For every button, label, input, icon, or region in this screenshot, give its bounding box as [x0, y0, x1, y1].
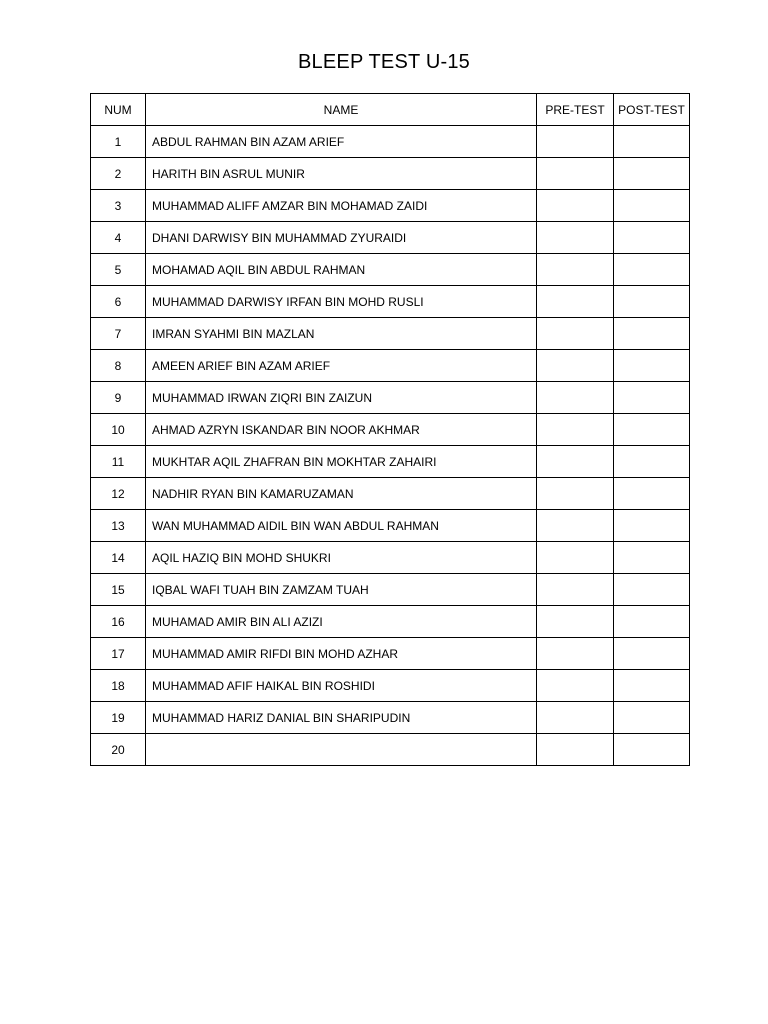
- cell-pre-test[interactable]: [537, 382, 614, 414]
- cell-name: MUHAMMAD ALIFF AMZAR BIN MOHAMAD ZAIDI: [146, 190, 537, 222]
- cell-name: AMEEN ARIEF BIN AZAM ARIEF: [146, 350, 537, 382]
- cell-num: 18: [91, 670, 146, 702]
- cell-post-test[interactable]: [614, 318, 690, 350]
- cell-pre-test[interactable]: [537, 190, 614, 222]
- cell-name: HARITH BIN ASRUL MUNIR: [146, 158, 537, 190]
- cell-post-test[interactable]: [614, 350, 690, 382]
- cell-num: 7: [91, 318, 146, 350]
- cell-num: 2: [91, 158, 146, 190]
- cell-name: DHANI DARWISY BIN MUHAMMAD ZYURAIDI: [146, 222, 537, 254]
- cell-post-test[interactable]: [614, 446, 690, 478]
- cell-num: 8: [91, 350, 146, 382]
- cell-pre-test[interactable]: [537, 222, 614, 254]
- cell-post-test[interactable]: [614, 222, 690, 254]
- cell-pre-test[interactable]: [537, 478, 614, 510]
- cell-num: 11: [91, 446, 146, 478]
- cell-name: MUHAMMAD AFIF HAIKAL BIN ROSHIDI: [146, 670, 537, 702]
- cell-post-test[interactable]: [614, 638, 690, 670]
- table-row: [91, 126, 690, 158]
- cell-pre-test[interactable]: [537, 350, 614, 382]
- cell-name: ABDUL RAHMAN BIN AZAM ARIEF: [146, 126, 537, 158]
- cell-name: AHMAD AZRYN ISKANDAR BIN NOOR AKHMAR: [146, 414, 537, 446]
- cell-name: MUHAMMAD HARIZ DANIAL BIN SHARIPUDIN: [146, 702, 537, 734]
- table-row: [91, 734, 690, 766]
- header-pre-test: PRE-TEST: [537, 94, 614, 126]
- header-name: NAME: [146, 94, 537, 126]
- page-title: BLEEP TEST U-15: [298, 51, 470, 73]
- cell-pre-test[interactable]: [537, 606, 614, 638]
- cell-pre-test[interactable]: [537, 734, 614, 766]
- cell-post-test[interactable]: [614, 702, 690, 734]
- table-row: [91, 606, 690, 638]
- table-row: [91, 158, 690, 190]
- cell-pre-test[interactable]: [537, 446, 614, 478]
- cell-num: 10: [91, 414, 146, 446]
- cell-pre-test[interactable]: [537, 702, 614, 734]
- cell-num: 9: [91, 382, 146, 414]
- cell-post-test[interactable]: [614, 414, 690, 446]
- cell-pre-test[interactable]: [537, 126, 614, 158]
- cell-name: WAN MUHAMMAD AIDIL BIN WAN ABDUL RAHMAN: [146, 510, 537, 542]
- table-row: [91, 670, 690, 702]
- cell-num: 14: [91, 542, 146, 574]
- cell-pre-test[interactable]: [537, 318, 614, 350]
- cell-num: 3: [91, 190, 146, 222]
- cell-name: MOHAMAD AQIL BIN ABDUL RAHMAN: [146, 254, 537, 286]
- cell-post-test[interactable]: [614, 734, 690, 766]
- cell-num: 13: [91, 510, 146, 542]
- table-row: [91, 382, 690, 414]
- cell-num: 12: [91, 478, 146, 510]
- cell-post-test[interactable]: [614, 158, 690, 190]
- cell-name: IQBAL WAFI TUAH BIN ZAMZAM TUAH: [146, 574, 537, 606]
- table-row: [91, 254, 690, 286]
- cell-post-test[interactable]: [614, 382, 690, 414]
- cell-name: NADHIR RYAN BIN KAMARUZAMAN: [146, 478, 537, 510]
- cell-name: MUHAMMAD DARWISY IRFAN BIN MOHD RUSLI: [146, 286, 537, 318]
- table-row: [91, 318, 690, 350]
- cell-num: 16: [91, 606, 146, 638]
- table-row: [91, 702, 690, 734]
- cell-name: IMRAN SYAHMI BIN MAZLAN: [146, 318, 537, 350]
- cell-num: 19: [91, 702, 146, 734]
- cell-post-test[interactable]: [614, 574, 690, 606]
- cell-num: 1: [91, 126, 146, 158]
- roster-body: [91, 126, 690, 766]
- table-row: [91, 542, 690, 574]
- cell-pre-test[interactable]: [537, 574, 614, 606]
- cell-post-test[interactable]: [614, 190, 690, 222]
- header-num: NUM: [91, 94, 146, 126]
- cell-pre-test[interactable]: [537, 638, 614, 670]
- cell-pre-test[interactable]: [537, 510, 614, 542]
- table-row: [91, 222, 690, 254]
- table-row: [91, 190, 690, 222]
- cell-name: MUKHTAR AQIL ZHAFRAN BIN MOKHTAR ZAHAIRI: [146, 446, 537, 478]
- table-row: [91, 638, 690, 670]
- cell-name: MUHAMAD AMIR BIN ALI AZIZI: [146, 606, 537, 638]
- cell-post-test[interactable]: [614, 286, 690, 318]
- table-row: [91, 478, 690, 510]
- cell-post-test[interactable]: [614, 510, 690, 542]
- table-row: [91, 414, 690, 446]
- table-row: [91, 286, 690, 318]
- table-row: [91, 350, 690, 382]
- cell-pre-test[interactable]: [537, 286, 614, 318]
- cell-num: 5: [91, 254, 146, 286]
- cell-num: 17: [91, 638, 146, 670]
- cell-num: 4: [91, 222, 146, 254]
- cell-num: 15: [91, 574, 146, 606]
- cell-post-test[interactable]: [614, 542, 690, 574]
- roster-table: [90, 93, 690, 766]
- header-post-test: POST-TEST: [614, 94, 690, 126]
- cell-num: 20: [91, 734, 146, 766]
- cell-pre-test[interactable]: [537, 542, 614, 574]
- cell-pre-test[interactable]: [537, 670, 614, 702]
- cell-post-test[interactable]: [614, 606, 690, 638]
- cell-pre-test[interactable]: [537, 414, 614, 446]
- cell-name: MUHAMMAD IRWAN ZIQRI BIN ZAIZUN: [146, 382, 537, 414]
- table-header-row: [91, 94, 690, 126]
- cell-name: MUHAMMAD AMIR RIFDI BIN MOHD AZHAR: [146, 638, 537, 670]
- cell-name: AQIL HAZIQ BIN MOHD SHUKRI: [146, 542, 537, 574]
- cell-name: [146, 734, 537, 766]
- table-row: [91, 574, 690, 606]
- table-row: [91, 510, 690, 542]
- table-row: [91, 446, 690, 478]
- cell-post-test[interactable]: [614, 670, 690, 702]
- cell-num: 6: [91, 286, 146, 318]
- cell-post-test[interactable]: [614, 126, 690, 158]
- cell-pre-test[interactable]: [537, 158, 614, 190]
- cell-post-test[interactable]: [614, 254, 690, 286]
- cell-post-test[interactable]: [614, 478, 690, 510]
- cell-pre-test[interactable]: [537, 254, 614, 286]
